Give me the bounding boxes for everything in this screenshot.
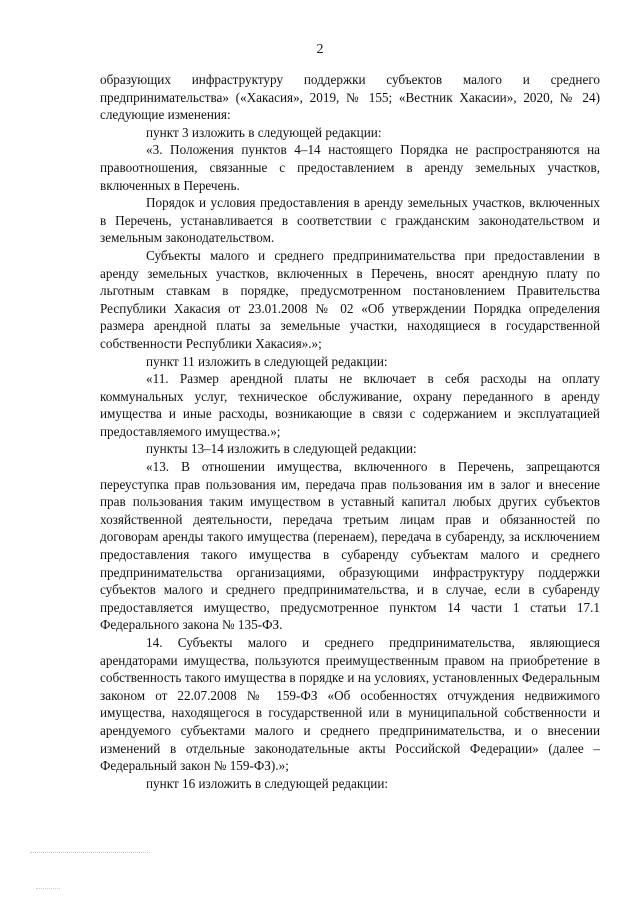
scan-artifact: [30, 852, 150, 855]
scan-artifact: [36, 888, 60, 891]
paragraph-land-order: Порядок и условия предоставления в аренду земельных участков, включенных в Перечень, устанавливается в соответствии с гражданским законодательством и земельным законодательством.: [100, 195, 600, 246]
document-body: [100, 71, 600, 792]
paragraph-land-rent: Субъекты малого и среднего предпринимательства при предоставлении в аренду земельных участков, включенных в Перечень, вносят арендную плату по льготным ставкам в порядке, предусмотренном постановлением Правительства Республики Хакасия от 23.01.2008 № 02 «Об утверждении Порядка определения размера арендной платы за земельные участки, находящиеся в государственной собственности Республики Хакасия».»;: [100, 247, 600, 351]
paragraph-point-14-text: 14. Субъекты малого и среднего предпринимательства, являющиеся арендаторами имущества, пользуются преимущественным правом на приобретение в собственность такого имущества в порядке и на условиях, установленных Федеральным законом от 22.07.2008 № 159-ФЗ «Об особенностях отчуждения недвижимого имущества, находящегося в государственной или в муниципальной собственности и арендуемого субъектами малого и среднего предпринимательства, и о внесении изменений в отдельные законодательные акты Российской Федерации» (далее – Федеральный закон № 159-ФЗ).»;: [100, 635, 600, 774]
page-number: 2: [316, 42, 324, 57]
paragraph-point-16-heading: пункт 16 изложить в следующей редакции:: [146, 775, 389, 791]
paragraph-point-3-heading: пункт 3 изложить в следующей редакции:: [146, 124, 382, 140]
paragraph-point-11-text: «11. Размер арендной платы не включает в себя расходы на оплату коммунальных услуг, техническое обслуживание, охрану переданного в аренду имущества и иные расходы, возникающие в связи с содержанием и эксплуатацией предоставляемого имущества.»;: [100, 371, 600, 439]
paragraph-points-13-14-heading: пункты 13–14 изложить в следующей редакции:: [146, 441, 417, 457]
paragraph-intro: образующих инфраструктуру поддержки субъектов малого и среднего предпринимательства» («Хакасия», 2019, № 155; «Вестник Хакасии», 2020, № 24) следующие изменения:: [100, 72, 600, 123]
paragraph-point-3-text: «3. Положения пунктов 4–14 настоящего Порядка не распространяются на правоотношения, связанные с предоставлением в аренду земельных участков, включенных в Перечень.: [100, 142, 600, 193]
paragraph-point-13-text: «13. В отношении имущества, включенного в Перечень, запрещаются переуступка прав пользования им, передача прав пользования им в залог и внесение прав пользования таким имуществом в уставный капитал любых других субъектов хозяйственной деятельности, передача третьим лицам прав и обязанностей по договорам аренды такого имущества (перенаем), передача в субаренду, за исключением предоставления такого имущества в субаренду субъектам малого и среднего предпринимательства организациями, образующими инфраструктуру поддержки субъектов малого и среднего предпринимательства, и в случае, если в субаренду предоставляется имущество, предусмотренное пунктом 14 части 1 статьи 17.1 Федерального закона № 135-ФЗ.: [100, 459, 600, 633]
paragraph-point-11-heading: пункт 11 изложить в следующей редакции:: [146, 353, 388, 369]
